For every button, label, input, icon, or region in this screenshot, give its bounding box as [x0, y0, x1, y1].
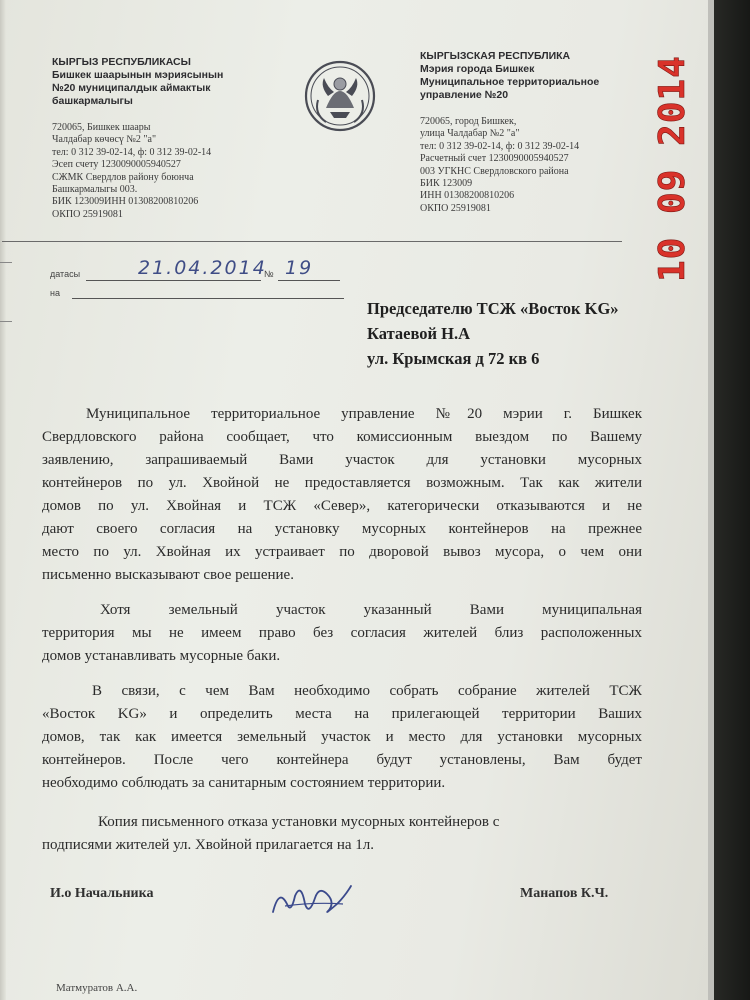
body-line: Свердловского района сообщает, что комиссионным выездом по Вашему [42, 429, 642, 445]
page-left-edge [0, 0, 6, 1000]
addressee-line2: Катаевой Н.А [367, 324, 471, 343]
header-russian-line2: Мэрия города Бишкек [420, 63, 535, 75]
date-handwritten: 21.04.2014 [138, 257, 267, 279]
number-label: № [264, 269, 274, 279]
body-line: дают своего согласия на установку мусорных контейнеров на прежнее [42, 521, 642, 537]
kyrgyz-emblem-icon [300, 56, 380, 136]
address-line: Эсеп счету 1230090005940527 [52, 159, 181, 171]
address-line: улица Чалдабар №2 "а" [420, 128, 520, 140]
address-line: СЖМК Свердлов районy боюнча [52, 171, 194, 183]
addressee-line1: Председателю ТСЖ «Восток KG» [367, 299, 619, 318]
address-line: 720065, город Бишкек, [420, 116, 517, 127]
body-line: домов, так как имеется земельный участок и место для установки мусорных [42, 729, 642, 745]
header-kyrgyz-line1: КЫРГЫЗ РЕСПУБЛИКАСЫ [52, 56, 191, 68]
address-line: Чалдабар көчөсү №2 "а" [52, 134, 157, 146]
date-label: датасы [50, 269, 81, 279]
underlying-sheet-edge [708, 0, 714, 1000]
body-line: место по ул. Хвойная их устраивает по дворовой вывоз мусора, о чем они [42, 544, 642, 560]
body-line: Муниципальное территориальное управление №20 мэрии г. Бишкек [86, 406, 642, 422]
handwritten-signature [265, 874, 365, 922]
address-line: БИК 123009 [420, 178, 473, 190]
address-line: ОКПО 25919081 [420, 202, 491, 214]
date-underline [86, 280, 261, 281]
reference-underline [72, 298, 344, 299]
number-underline [278, 280, 340, 281]
margin-mark [0, 262, 12, 322]
addressee-block [367, 296, 667, 371]
body-line: домов по ул. Хвойная и ТСЖ «Север», категорически отказываются и не [42, 498, 642, 514]
date-stamp-text: 10 09 2014 [652, 55, 693, 282]
header-kyrgyz-address [52, 122, 282, 221]
body-line: подписями жителей ул. Хвойной прилагается на 1л. [42, 837, 374, 853]
camera-date-stamp [650, 50, 694, 285]
body-line: домов устанавливать мусорные баки. [42, 648, 281, 664]
header-russian-address [420, 116, 660, 215]
header-kyrgyz [52, 56, 282, 221]
header-kyrgyz-line4: башкармалыгы [52, 95, 133, 107]
header-russian-line4: управление №20 [420, 89, 509, 101]
body-line: В связи, с чем Вам необходимо собрать собрание жителей ТСЖ [92, 683, 642, 699]
address-line: БИК 123009ИНН 01308200810206 [52, 196, 199, 208]
paragraph-4 [42, 811, 642, 857]
body-line: Хотя земельный участок указанный Вами муниципальная [100, 602, 642, 618]
signatory-name: Манапов К.Ч. [520, 886, 609, 901]
dark-background-strip [708, 0, 750, 1000]
body-line: «Восток KG» и определить места на прилегающей территории Ваших [42, 706, 642, 722]
header-divider [2, 241, 622, 242]
executor-name: Матмуратов А.А. [56, 982, 138, 994]
signature-row [50, 878, 650, 918]
reference-row [50, 286, 350, 302]
body-line: территория мы не имеем право без согласия жителей близ расположенных [42, 625, 642, 641]
body-line: необходимо соблюдать за санитарным состоянием территории. [42, 775, 446, 791]
body-line: заявлению, запрашиваемый Вами участок для установки мусорных [42, 452, 642, 468]
address-line: тел: 0 312 39-02-14, ф: 0 312 39-02-14 [52, 146, 212, 158]
body-line: Копия письменного отказа установки мусорных контейнеров с [98, 814, 500, 830]
header-russian-line1: КЫРГЫЗСКАЯ РЕСПУБЛИКА [420, 50, 571, 62]
header-russian [420, 50, 660, 215]
reference-label: на [50, 288, 60, 298]
address-line: ОКПО 25919081 [52, 208, 123, 220]
address-line: тел: 0 312 39-02-14, ф: 0 312 39-02-14 [420, 140, 580, 152]
body-line: контейнеров. После чего контейнера будут установлены, Вам будет [42, 752, 642, 768]
address-line: Расчетный счет 1230090005940527 [420, 153, 569, 165]
number-handwritten: 19 [285, 257, 314, 279]
address-line: 720065, Бишкек шаары [52, 122, 151, 133]
body-line: контейнеров по ул. Хвойной не предоставляется возможным. Так как жители [42, 475, 642, 491]
address-line: ИНН 01308200810206 [420, 190, 515, 202]
address-line: 003 УГКНС Свердловского района [420, 165, 569, 177]
addressee-line3: ул. Крымская д 72 кв 6 [367, 349, 540, 368]
letter-body [42, 403, 642, 869]
body-line: письменно высказывают свое решение. [42, 567, 294, 583]
header-kyrgyz-line3: №20 муниципалдык аймактык [52, 82, 211, 94]
paragraph-2 [42, 599, 642, 668]
paragraph-3 [42, 680, 642, 795]
paragraph-1 [42, 403, 642, 587]
date-number-row [50, 257, 350, 281]
signatory-title: И.о Начальника [50, 886, 154, 901]
header-kyrgyz-line2: Бишкек шаарынын мэриясынын [52, 69, 224, 81]
header-russian-line3: Муниципальное территориальное [420, 76, 600, 88]
address-line: Башкармалыгы 003. [52, 184, 138, 196]
